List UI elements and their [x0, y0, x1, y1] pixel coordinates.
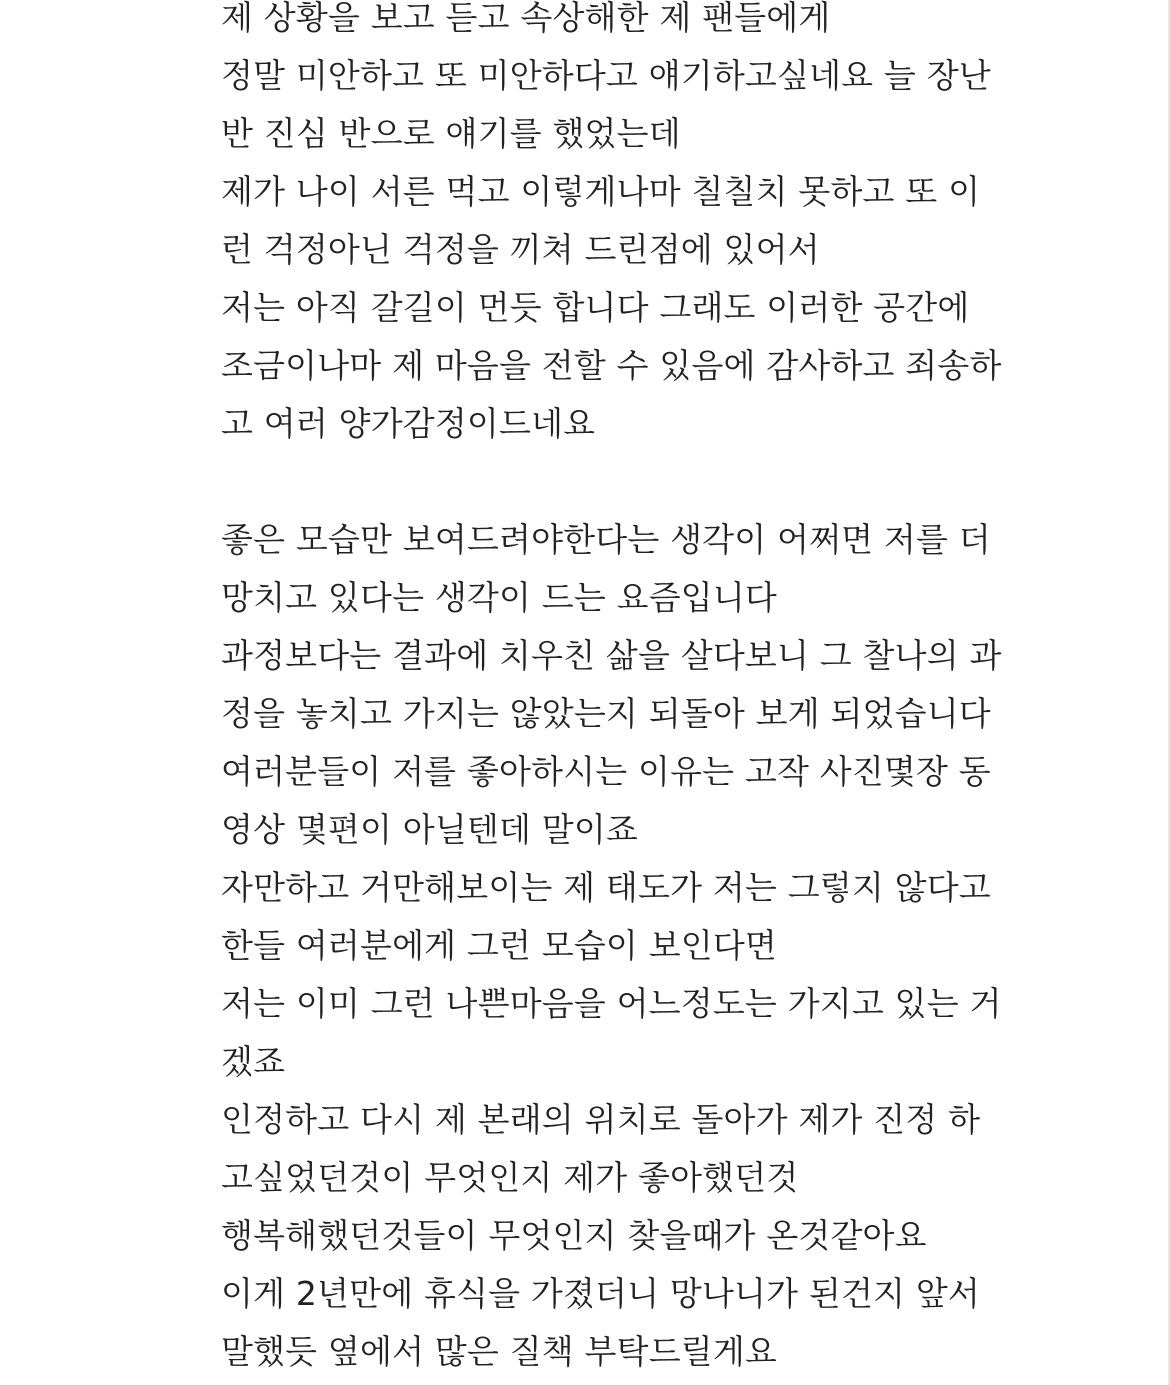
text-line: 영상 몇편이 아닐텐데 말이죠 — [221, 810, 639, 849]
text-line: 과정보다는 결과에 치우친 삶을 살다보니 그 찰나의 과 — [221, 636, 1002, 675]
text-line: 인정하고 다시 제 본래의 위치로 돌아가 제가 진정 하 — [221, 1100, 981, 1139]
text-line: 정을 놓치고 가지는 않았는지 되돌아 보게 되었습니다 — [221, 694, 991, 733]
paragraph-gap — [221, 453, 981, 511]
text-line: 망치고 있다는 생각이 드는 요즘입니다 — [221, 578, 778, 617]
text-line: 반 진심 반으로 얘기를 했었는데 — [221, 114, 681, 153]
text-line: 자만하고 거만해보이는 제 태도가 저는 그렇지 않다고 — [221, 868, 991, 907]
text-line: 여러분들이 저를 좋아하시는 이유는 고작 사진몇장 동 — [221, 752, 991, 791]
text-line: 제 상황을 보고 듣고 속상해한 제 팬들에게 — [221, 0, 831, 37]
text-line: 고 여러 양가감정이드네요 — [221, 404, 596, 443]
text-line: 한들 여러분에게 그런 모습이 보인다면 — [221, 926, 778, 965]
text-line: 겠죠 — [221, 1042, 286, 1081]
text-line: 정말 미안하고 또 미안하다고 얘기하고싶네요 늘 장난 — [221, 56, 991, 95]
text-line: 저는 이미 그런 나쁜마음을 어느정도는 가지고 있는 거 — [221, 984, 1002, 1023]
text-line: 고싶었던것이 무엇인지 제가 좋아했던것 — [221, 1158, 799, 1197]
letter-text — [221, 0, 1002, 1381]
text-line: 조금이나마 제 마음을 전할 수 있음에 감사하고 죄송하 — [221, 346, 1002, 385]
text-line: 런 걱정아닌 걱정을 끼쳐 드린점에 있어서 — [221, 230, 820, 269]
text-line: 저는 아직 갈길이 먼듯 합니다 그래도 이러한 공간에 — [221, 288, 970, 327]
text-line: 제가 나이 서른 먹고 이렇게나마 칠칠치 못하고 또 이 — [221, 172, 981, 211]
text-line: 말했듯 옆에서 많은 질책 부탁드릴게요 — [221, 1332, 778, 1371]
text-line: 행복해했던것들이 무엇인지 찾을때가 온것같아요 — [221, 1216, 927, 1255]
text-line: 이게 2년만에 휴식을 가졌더니 망나니가 된건지 앞서 — [221, 1274, 980, 1313]
text-line: 좋은 모습만 보여드려야한다는 생각이 어쩌면 저를 더 — [221, 520, 991, 559]
